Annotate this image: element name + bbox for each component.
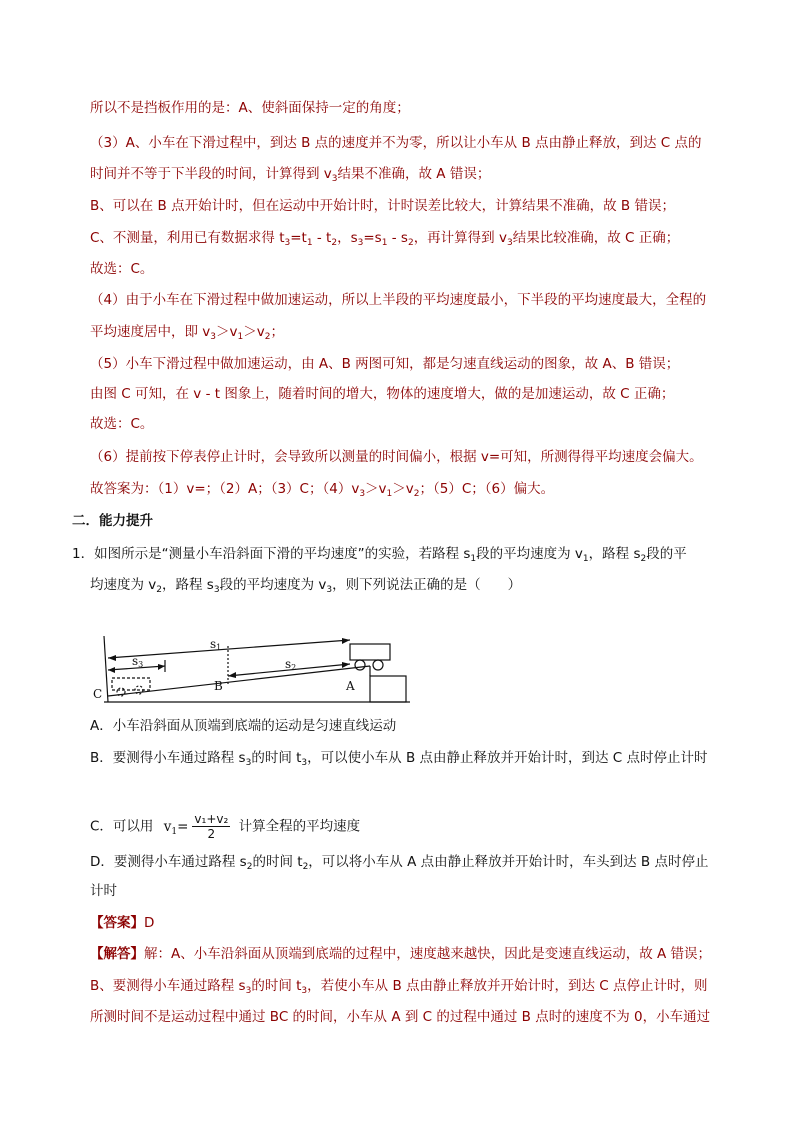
solution-line-9: （5）小车下滑过程中做加速运动，由 A、B 两图可知，都是匀速直线运动的图象，故 A、B 错误； bbox=[90, 356, 680, 372]
cart-body bbox=[350, 644, 390, 660]
solution-line-8: 平均速度居中，即 $v_3>v_1>v_2$； bbox=[90, 324, 284, 342]
label-s1: s1 bbox=[210, 637, 222, 652]
s2-arrowhead-left bbox=[228, 672, 236, 678]
label-s2: s2 bbox=[285, 657, 297, 672]
support-block bbox=[370, 676, 406, 702]
stop-plate bbox=[104, 636, 108, 702]
solution-line-4: B、可以在 B 点开始计时，但在运动中开始计时，计时误差比较大，计算结果不准确，故 B 错误； bbox=[90, 198, 675, 214]
s1-arrow bbox=[108, 640, 350, 658]
question-line-1: 1．如图所示是“测量小车沿斜面下滑的平均速度”的实验，若路程 $s_1$段的平均速度为 $v_1$，路程 $s_2$段的平 bbox=[72, 546, 687, 564]
label-s3: s3 bbox=[132, 654, 144, 669]
section-title: 二．能力提升 bbox=[72, 513, 153, 529]
label-C: C bbox=[93, 687, 103, 701]
formula-lhs: $v_1=$ bbox=[163, 818, 189, 837]
analysis-line-3: 所测时间不是运动过程中通过 BC 的时间，小车从 A 到 C 的过程中通过 B 点时的速度不为 0，小车通过 bbox=[90, 1009, 711, 1025]
s1-arrowhead-right bbox=[342, 638, 350, 644]
question-line-2: 均速度为 $v_2$，路程 $s_3$段的平均速度为 $v_3$，则下列说法正确的是（ ） bbox=[90, 577, 522, 595]
s3-arrowhead-right bbox=[158, 664, 165, 670]
solution-line-13: 故答案为：（1）v=；（2）A；（3）C；$(4)v_3>v_1>v_2$；（5）C；（6）偏大。 bbox=[90, 481, 555, 499]
solution-line-11: 故选：C。 bbox=[90, 416, 154, 432]
label-B: B bbox=[214, 679, 223, 693]
formula-fraction: $\frac{\text{v₁+v₂}}{2}$ bbox=[194, 812, 229, 841]
option-b: B．要测得小车通过路程 $s_3$的时间 $t_3$，可以使小车从 B 点由静止释放并开始计时，到达 C 点时停止计时 bbox=[90, 750, 708, 768]
option-c: C．可以用 $v_1=$ $\frac{\text{v₁+v₂}}{2}$ 计算全程的平均速度 bbox=[90, 812, 361, 841]
incline-diagram bbox=[90, 628, 410, 708]
solution-line-3: 时间并不等于下半段的时间，计算得到 $v_3$结果不准确，故 A 错误； bbox=[90, 166, 491, 184]
cart-outline-dashed bbox=[112, 678, 150, 690]
solution-line-12: （6）提前按下停表停止计时，会导致所以测量的时间偏小，根据 v=可知，所测得得平均速度会偏大。 bbox=[90, 449, 703, 465]
analysis-line-1: 【解答】解：A、小车沿斜面从顶端到底端的过程中，速度越来越快，因此是变速直线运动，故 A 错误； bbox=[90, 946, 712, 962]
incline-surface bbox=[108, 666, 370, 696]
option-a: A．小车沿斜面从顶端到底端的运动是匀速直线运动 bbox=[90, 718, 397, 734]
solution-line-1: 所以不是挡板作用的是：A、使斜面保持一定的角度； bbox=[90, 100, 410, 116]
answer-line: 【答案】D bbox=[90, 915, 155, 931]
option-d-line-2: 计时 bbox=[90, 883, 117, 899]
cart-wheel-rear bbox=[373, 660, 383, 670]
s1-arrowhead-left bbox=[108, 655, 116, 661]
solution-line-2: （3）A、小车在下滑过程中，到达 B 点的速度并不为零，所以让小车从 B 点由静止释放，到达 C 点的 bbox=[90, 135, 702, 151]
analysis-line-2: B、要测得小车通过路程 $s_3$的时间 $t_3$，若使小车从 B 点由静止释放并开始计时，到达 C 点停止计时，则 bbox=[90, 978, 708, 996]
cart-wheel-front bbox=[355, 660, 365, 670]
solution-line-10: 由图 C 可知，在 v - t 图象上，随着时间的增大，物体的速度增大，做的是加速运动，故 C 正确； bbox=[90, 386, 675, 402]
s3-arrowhead-left bbox=[108, 667, 115, 673]
s2-arrowhead-right bbox=[342, 662, 350, 668]
option-d-line-1: D．要测得小车通过路程 $s_2$的时间 $t_2$，可以将小车从 A 点由静止释放并开始计时，车头到达 B 点时停止 bbox=[90, 854, 709, 872]
solution-line-6: 故选：C。 bbox=[90, 261, 154, 277]
label-A: A bbox=[346, 679, 355, 693]
solution-line-5: C、不测量，利用已有数据求得 $t_3=t_1 - t_2$，$s_3=s_1 - s_2$，再计算得到 $v_3$结果比较准确，故 C 正确； bbox=[90, 230, 680, 248]
solution-line-7: （4）由于小车在下滑过程中做加速运动，所以上半段的平均速度最小，下半段的平均速度最大，全程的 bbox=[90, 292, 707, 308]
